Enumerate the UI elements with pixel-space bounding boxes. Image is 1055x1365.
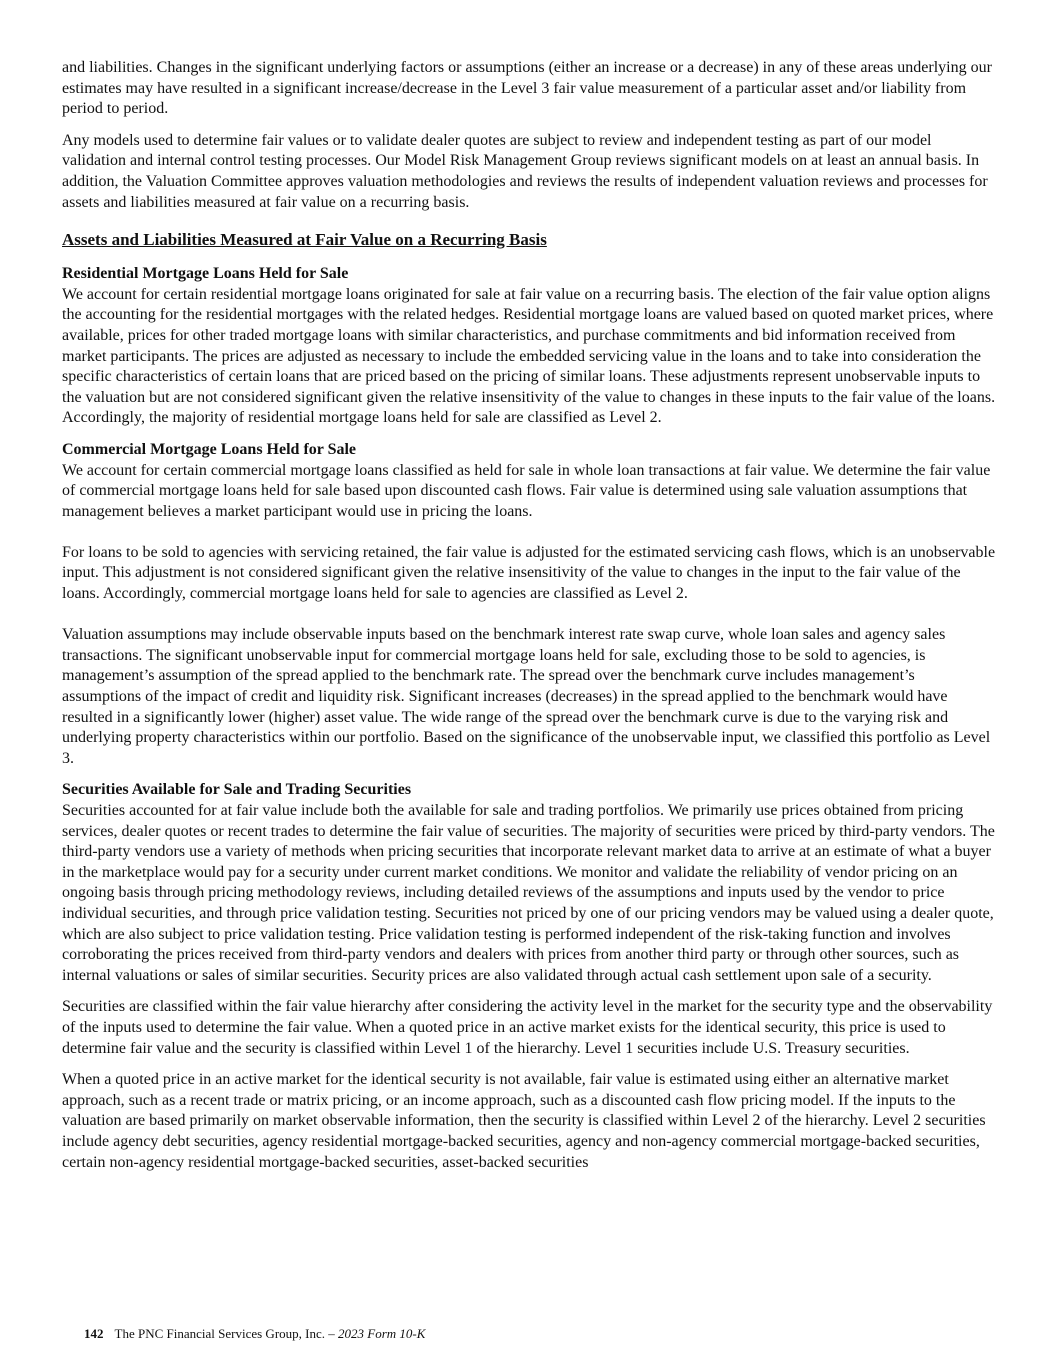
residential-heading: Residential Mortgage Loans Held for Sale	[62, 265, 349, 283]
securities-paragraph-3: When a quoted price in an active market for the identical security is not available, fair value is estimated using either an alternative market approach, such as a recent trade or matrix pricing, or an income approach, such as a discounted cash flow pricing model. If the inputs to the valuation are based primarily on market observable information, then the security is classified within Level 2 of the hierarchy. Level 2 securities include agency debt securities, agency residential mortgage-backed securities, agency and non-agency commercial mortgage-backed securities, certain non-agency residential mortgage-backed securities, asset-backed securities	[62, 1071, 986, 1171]
footer-company: The PNC Financial Services Group, Inc. –	[114, 1326, 335, 1341]
commercial-section	[62, 440, 996, 770]
securities-section	[62, 780, 996, 1173]
residential-paragraph: We account for certain residential mortgage loans originated for sale at fair value on a recurring basis. The election of the fair value option aligns the accounting for the residential mortgages with the related hedges. Residential mortgage loans are valued based on quoted market prices, where available, prices for other traded mortgage loans with similar characteristics, and purchase commitments and bid information received from market participants. The prices are adjusted as necessary to include the embedded servicing value in the loans and to take into consideration the specific characteristics of certain loans that are priced based on the pricing of similar loans. These adjustments represent unobservable inputs to the valuation but are not considered significant given the relative insensitivity of the value to changes in these inputs to the fair value of the loans. Accordingly, the majority of residential mortgage loans held for sale are classified as Level 2.	[62, 285, 996, 427]
commercial-paragraph-1: We account for certain commercial mortgage loans classified as held for sale in whole loan transactions at fair value. We determine the fair value of commercial mortgage loans held for sale based upon discounted cash flows. Fair value is determined using sale valuation assumptions that management believes a market participant would use in pricing the loans.	[62, 461, 991, 520]
intro-paragraph-2: Any models used to determine fair values or to validate dealer quotes are subject to review and independent testing as part of our model validation and internal control testing processes. Our Model Risk Management Group reviews significant models on at least an annual basis. In addition, the Valuation Committee approves valuation methodologies and reviews the results of independent valuation reviews and processes for assets and liabilities measured at fair value on a recurring basis.	[62, 131, 988, 211]
commercial-heading: Commercial Mortgage Loans Held for Sale	[62, 440, 357, 458]
commercial-paragraph-3: Valuation assumptions may include observable inputs based on the benchmark interest rate swap curve, whole loan sales and agency sales transactions. The significant unobservable input for commercial mortgage loans held for sale, excluding those to be sold to agencies, is management’s assumption of the spread applied to the benchmark rate. The spread over the benchmark curve includes management’s assumptions of the impact of credit and liquidity risk. Significant increases (decreases) in the spread applied to the benchmark would have resulted in a significantly lower (higher) asset value. The wide range of the spread over the benchmark curve is due to the varying risk and underlying property characteristics within our portfolio. Based on the significance of the unobservable input, we classified this portfolio as Level 3.	[62, 626, 991, 767]
page-footer	[84, 1325, 425, 1343]
securities-heading: Securities Available for Sale and Trading Securities	[62, 781, 412, 799]
intro-paragraph-1: and liabilities. Changes in the significant underlying factors or assumptions (either an increase or a decrease) in any of these areas underlying our estimates may have resulted in a significant increase/decrease in the Level 3 fair value measurement of a particular asset and/or liability from period to period.	[62, 59, 992, 118]
page-number: 142	[84, 1326, 104, 1341]
securities-paragraph-2: Securities are classified within the fair value hierarchy after considering the activity level in the market for the security type and the observability of the inputs used to determine the fair value. When a quoted price in an active market exists for the identical security, this price is used to determine fair value and the security is classified within Level 1 of the hierarchy. Level 1 securities include U.S. Treasury securities.	[62, 998, 993, 1057]
securities-paragraph-1: Securities accounted for at fair value include both the available for sale and trading portfolios. We primarily use prices obtained from pricing services, dealer quotes or recent trades to determine the fair value of securities. The majority of securities were priced by third-party vendors. The third-party vendors use a variety of methods when pricing securities that incorporate relevant market data to arrive at an estimate of what a buyer in the marketplace would pay for a security under current market conditions. We monitor and validate the reliability of vendor pricing on an ongoing basis through pricing methodology reviews, including detailed reviews of the assumptions and inputs used by the vendor to price individual securities, and through price validation testing. Securities not priced by one of our pricing vendors may be valued using a dealer quote, which are also subject to price validation testing. Price validation testing is performed independent of the risk-taking function and involves corroborating the prices received from third-party vendors and dealers with prices from another third party or through other sources, such as internal valuations or sales of similar securities. Security prices are also validated through actual cash settlement upon sale of a security.	[62, 802, 995, 984]
section-title: Assets and Liabilities Measured at Fair Value on a Recurring Basis	[62, 230, 547, 250]
commercial-paragraph-2: For loans to be sold to agencies with servicing retained, the fair value is adjusted for the estimated servicing cash flows, which is an unobservable input. This adjustment is not considered significant given the relative insensitivity of the value to changes in the input to the fair value of the loans. Accordingly, commercial mortgage loans held for sale to agencies are classified as Level 2.	[62, 543, 996, 603]
page-content	[62, 58, 996, 1184]
residential-section	[62, 264, 996, 429]
footer-form: 2023 Form 10-K	[338, 1326, 426, 1341]
